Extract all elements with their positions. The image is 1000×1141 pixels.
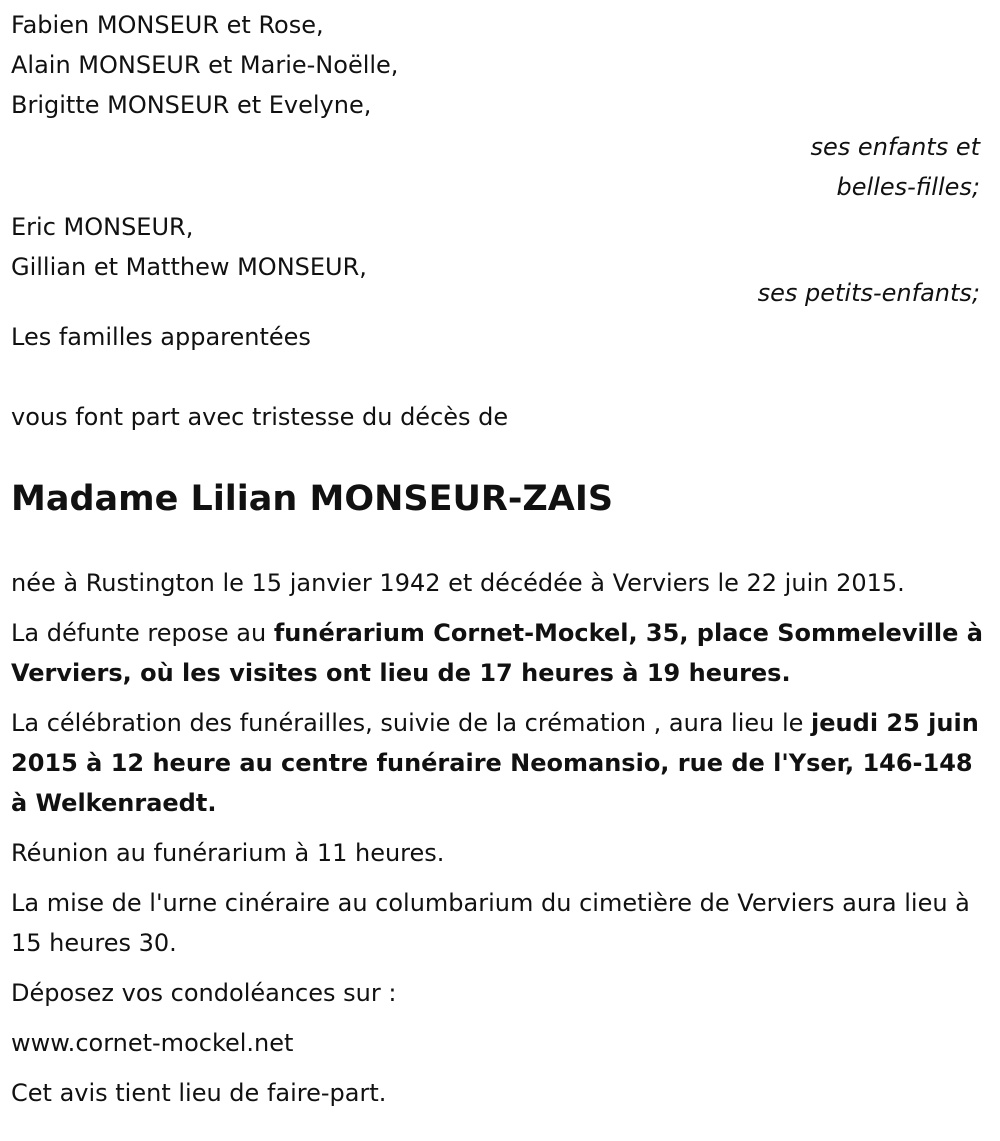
children-role-line-1: ses enfants et bbox=[810, 133, 980, 161]
child-line-3: Brigitte MONSEUR et Evelyne, bbox=[11, 91, 372, 119]
deceased-name: Madame Lilian MONSEUR-ZAIS bbox=[11, 479, 614, 519]
repose-prefix: La défunte repose au bbox=[11, 619, 274, 647]
grandchildren-block bbox=[11, 207, 990, 287]
repose-location: funérarium Cornet-Mockel, 35, place Sommeleville à Verviers, où les visites ont lieu de 17 heures à 19 heures. bbox=[11, 619, 983, 687]
child-line-1: Fabien MONSEUR et Rose, bbox=[11, 11, 324, 39]
repose-paragraph bbox=[11, 613, 990, 693]
ceremony-paragraph bbox=[11, 703, 990, 823]
website-link[interactable]: www.cornet-mockel.net bbox=[11, 1029, 294, 1057]
children-role-line-2: belles-filles; bbox=[836, 173, 980, 201]
birth-death-paragraph: née à Rustington le 15 janvier 1942 et décédée à Verviers le 22 juin 2015. bbox=[11, 569, 905, 597]
ceremony-details: jeudi 25 juin 2015 à 12 heure au centre funéraire Neomansio, rue de l'Yser, 146-148 à Welkenraedt. bbox=[11, 709, 979, 817]
notice-paragraph: Cet avis tient lieu de faire-part. bbox=[11, 1079, 387, 1107]
relatives-line: Les familles apparentées bbox=[11, 323, 311, 351]
child-line-2: Alain MONSEUR et Marie-Noëlle, bbox=[11, 51, 399, 79]
grandchild-line-1: Eric MONSEUR, bbox=[11, 213, 194, 241]
meeting-paragraph: Réunion au funérarium à 11 heures. bbox=[11, 839, 445, 867]
grandchildren-role: ses petits-enfants; bbox=[757, 279, 980, 307]
urn-paragraph: La mise de l'urne cinéraire au columbarium du cimetière de Verviers aura lieu à 15 heures 30. bbox=[11, 889, 970, 957]
condolences-label: Déposez vos condoléances sur : bbox=[11, 979, 397, 1007]
ceremony-prefix: La célébration des funérailles, suivie de la crémation , aura lieu le bbox=[11, 709, 812, 737]
grandchild-line-2: Gillian et Matthew MONSEUR, bbox=[11, 253, 367, 281]
intro-line: vous font part avec tristesse du décès de bbox=[11, 403, 509, 431]
